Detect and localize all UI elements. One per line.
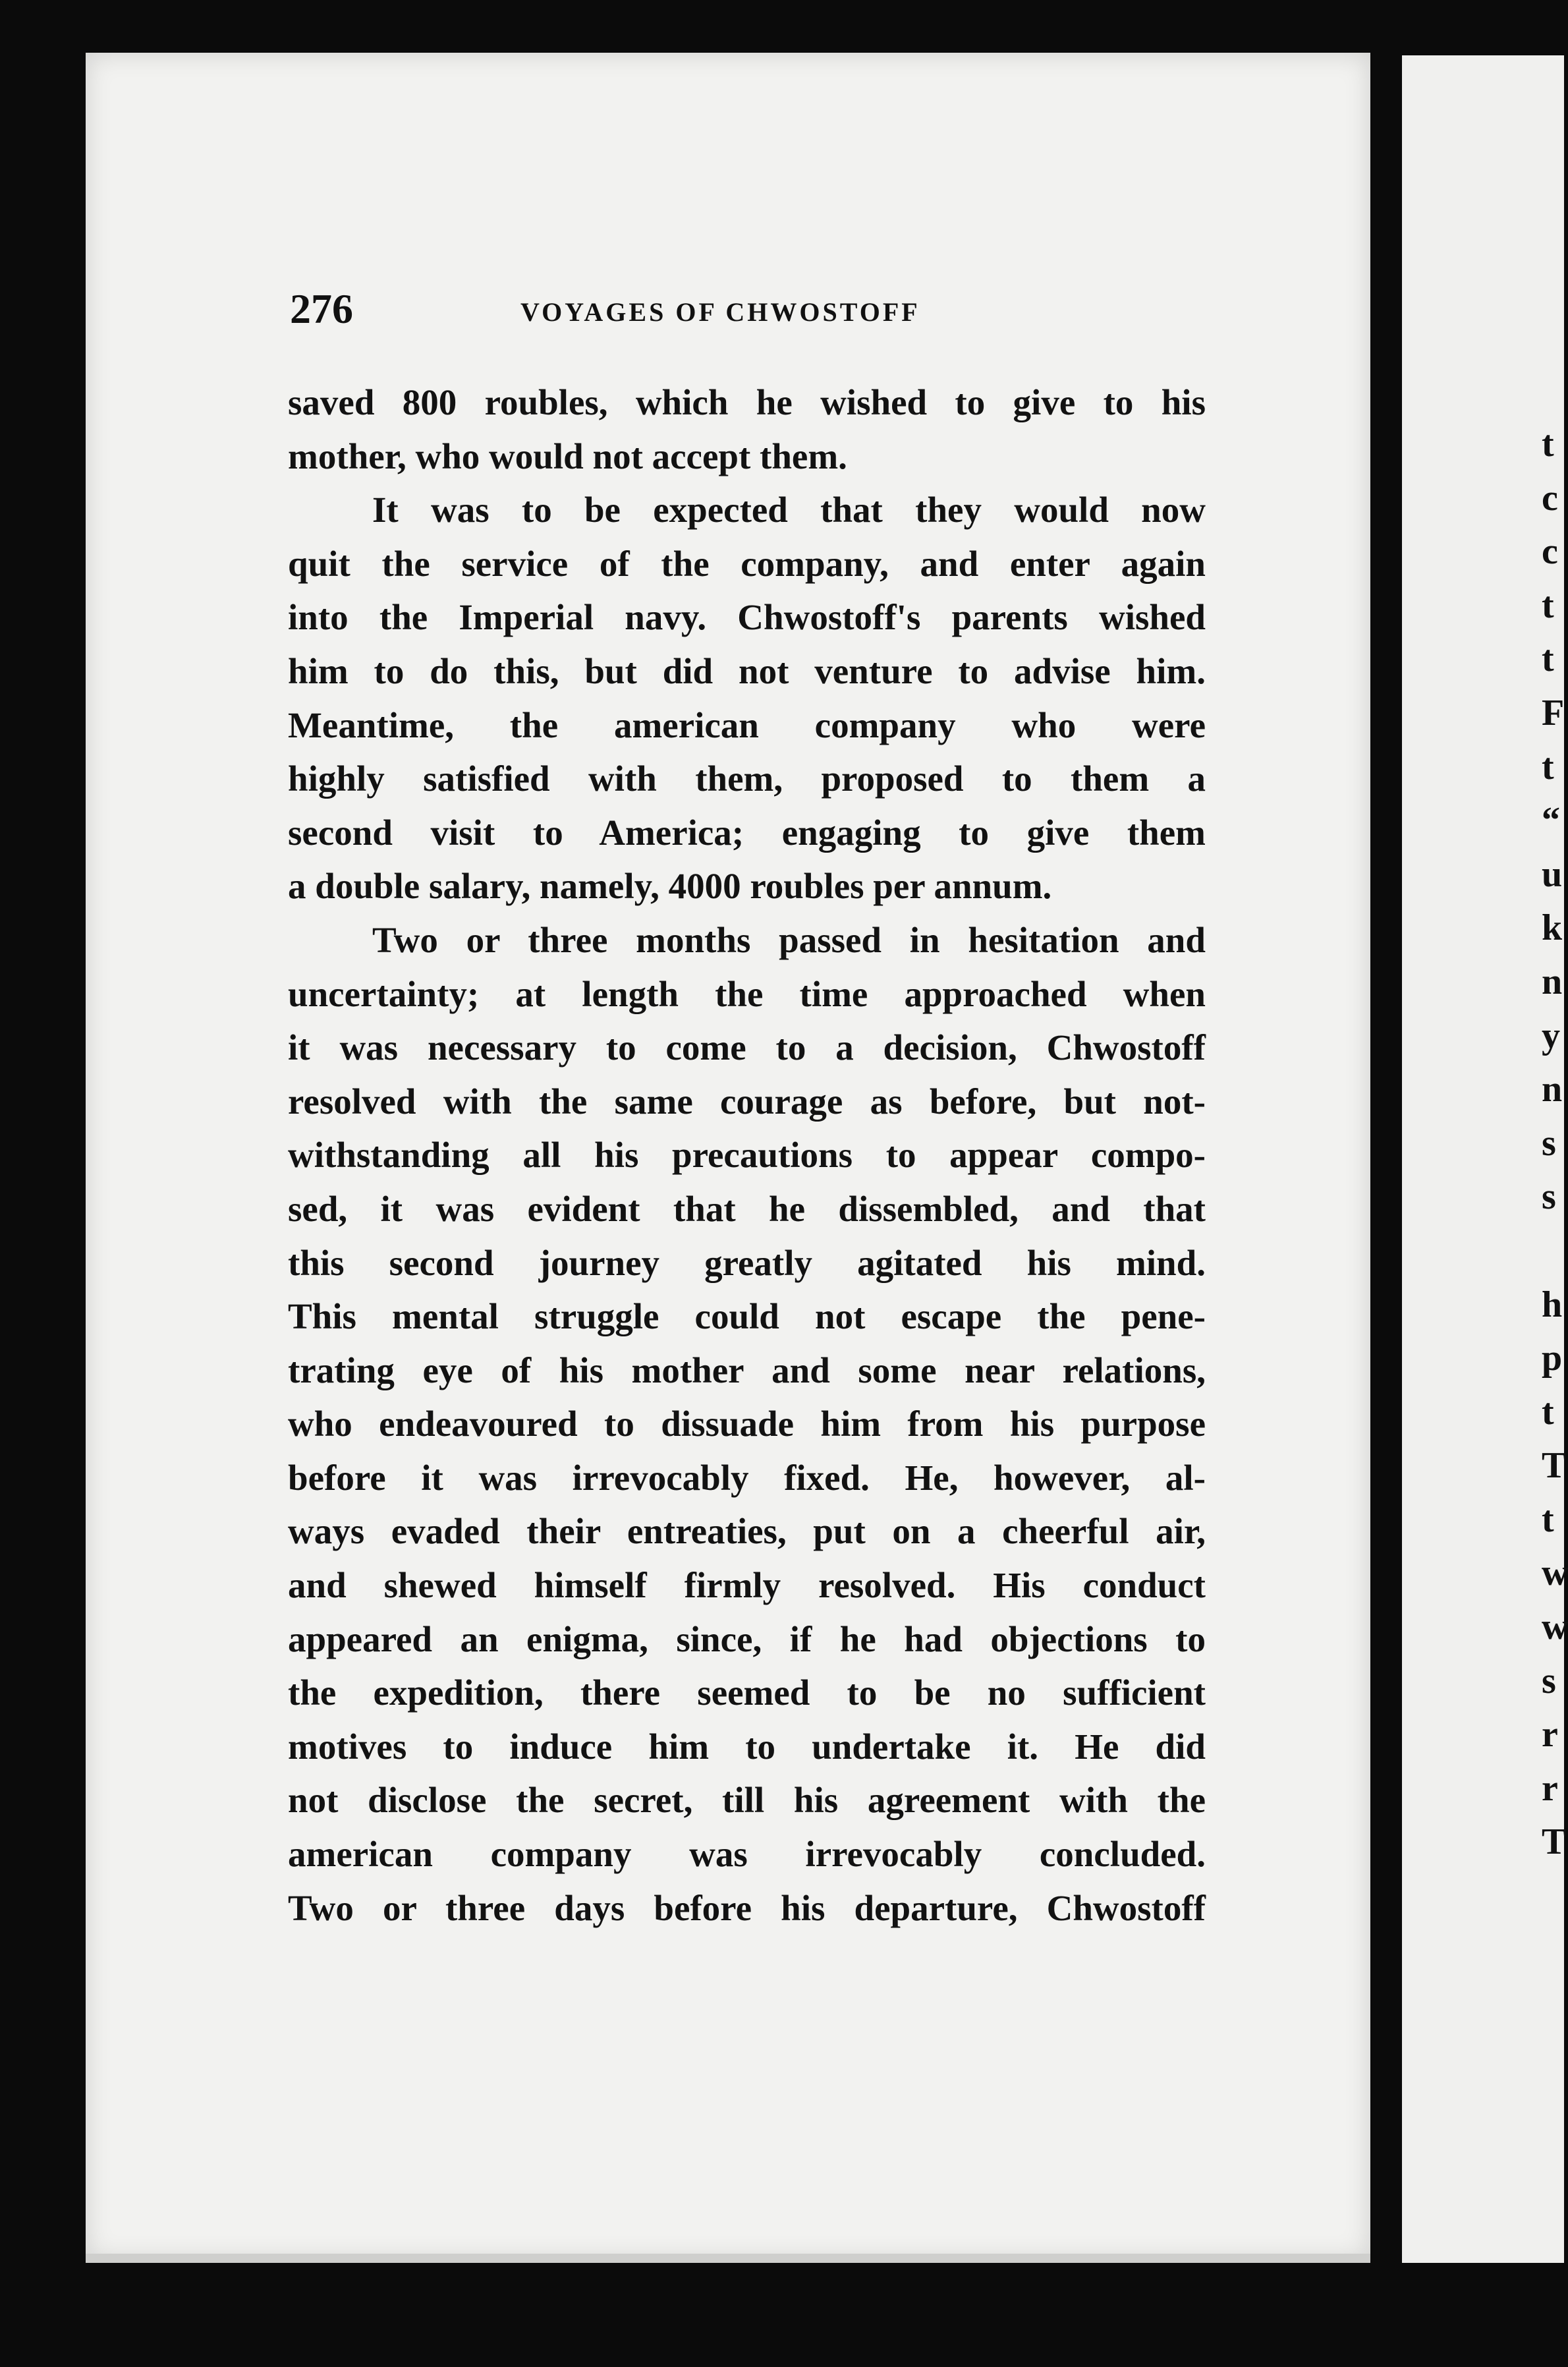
text-line: motives to induce him to undertake it. He did (288, 1726, 1206, 1767)
adjacent-letter: T (1542, 1821, 1567, 1863)
text-line: trating eye of his mother and some near relations, (288, 1350, 1206, 1390)
adjacent-letter: t (1542, 424, 1554, 465)
adjacent-letter: F (1542, 692, 1565, 733)
adjacent-letter: w (1542, 1607, 1568, 1648)
text-line: sed, it was evident that he dissembled, and that (288, 1188, 1206, 1229)
adjacent-letter: c (1542, 477, 1558, 519)
text-line: withstanding all his precautions to appear compo- (288, 1135, 1206, 1176)
page-bottom-edge (86, 2254, 1370, 2263)
adjacent-letter: r (1542, 1714, 1558, 1755)
adjacent-letter: k (1542, 907, 1563, 949)
adjacent-letter: c (1542, 531, 1558, 573)
text-line: Two or three months passed in hesitation and (372, 919, 1206, 960)
text-line: resolved with the same courage as before, but not- (288, 1081, 1206, 1122)
text-line: and shewed himself firmly resolved. His conduct (288, 1565, 1206, 1606)
adjacent-letter: t (1542, 1391, 1554, 1433)
adjacent-letter: p (1542, 1338, 1563, 1379)
text-line: saved 800 roubles, which he wished to give to his (288, 382, 1206, 422)
page-header (290, 285, 1206, 337)
body-text (288, 376, 1206, 1935)
text-line: before it was irrevocably fixed. He, however, al- (288, 1457, 1206, 1498)
adjacent-letter: s (1542, 1660, 1556, 1701)
adjacent-letter: t (1542, 746, 1554, 787)
text-line: ways evaded their entreaties, put on a cheerful air, (288, 1511, 1206, 1552)
text-line: Meantime, the american company who were (288, 704, 1206, 745)
text-line: This mental struggle could not escape the pene- (288, 1296, 1206, 1337)
adjacent-letter: u (1542, 853, 1563, 895)
adjacent-letter: T (1542, 1445, 1567, 1487)
adjacent-letter (1542, 1224, 1568, 1278)
page-number: 276 (290, 285, 353, 332)
text-line: this second journey greatly agitated his mind. (288, 1242, 1206, 1283)
text-line: the expedition, there seemed to be no sufficient (288, 1672, 1206, 1713)
text-line: it was necessary to come to a decision, Chwostoff (288, 1027, 1206, 1068)
text-line: him to do this, but did not venture to advise him. (288, 650, 1206, 691)
text-line: not disclose the secret, till his agreement with the (288, 1780, 1206, 1821)
adjacent-letter: r (1542, 1767, 1558, 1809)
adjacent-letter: t (1542, 1498, 1554, 1540)
adjacent-page-edge (1402, 55, 1568, 2263)
adjacent-letter: s (1542, 1176, 1556, 1218)
text-line: second visit to America; engaging to give them (288, 812, 1206, 853)
text-line: uncertainty; at length the time approached when (288, 973, 1206, 1014)
text-line: It was to be expected that they would now (372, 490, 1206, 530)
adjacent-letter: y (1542, 1015, 1560, 1056)
adjacent-letter: t (1542, 639, 1554, 680)
text-line: american company was irrevocably concluded. (288, 1834, 1206, 1875)
adjacent-letter: “ (1542, 800, 1560, 841)
text-line: a double salary, namely, 4000 roubles per annum. (288, 866, 1052, 907)
text-line: Two or three days before his departure, Chwostoff (288, 1887, 1206, 1928)
text-line: mother, who would not accept them. (288, 436, 847, 476)
text-line: appeared an enigma, since, if he had objections to (288, 1618, 1206, 1659)
adjacent-letter: n (1542, 961, 1563, 1002)
running-head: VOYAGES OF CHWOSTOFF (520, 297, 920, 327)
text-line: quit the service of the company, and enter again (288, 543, 1206, 584)
adjacent-letter: n (1542, 1069, 1563, 1110)
adjacent-letter: w (1542, 1553, 1568, 1594)
adjacent-letter: h (1542, 1284, 1563, 1325)
adjacent-letter: t (1542, 585, 1554, 626)
text-line: into the Imperial navy. Chwostoff's parents wished (288, 597, 1206, 638)
adjacent-page-letters (1542, 418, 1568, 1869)
text-line: who endeavoured to dissuade him from his purpose (288, 1404, 1206, 1444)
text-line: highly satisfied with them, proposed to them a (288, 758, 1206, 799)
adjacent-letter: s (1542, 1122, 1556, 1164)
